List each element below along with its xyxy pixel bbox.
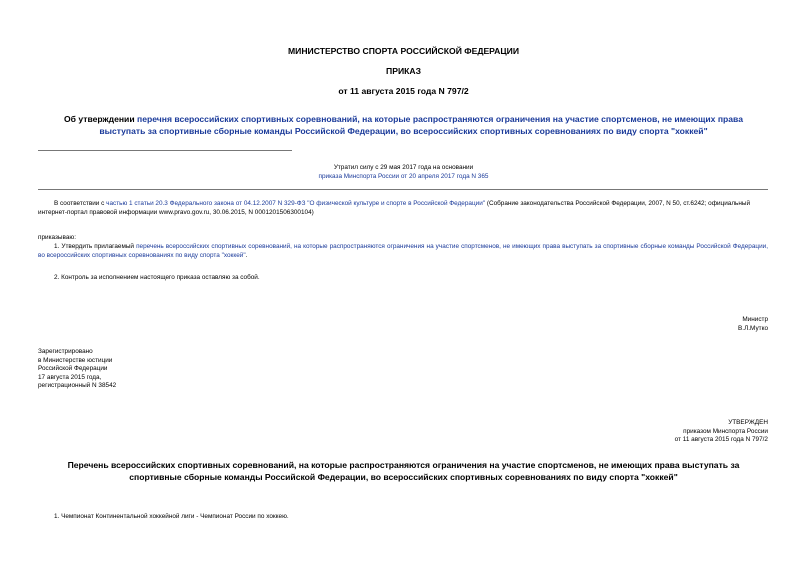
approval-line: приказом Минспорта России bbox=[683, 427, 768, 435]
approval-line: от 11 августа 2015 года N 797/2 bbox=[674, 436, 768, 444]
approval-line: УТВЕРЖДЕН bbox=[728, 419, 768, 426]
ministry-heading: МИНИСТЕРСТВО СПОРТА РОССИЙСКОЙ ФЕДЕРАЦИИ bbox=[287, 46, 519, 56]
signature-name: В.Л.Мутко bbox=[738, 324, 768, 332]
order-item-2: 2. Контроль за исполнением настоящего приказа оставляю за собой. bbox=[54, 274, 260, 281]
title-prefix: Об утверждении bbox=[63, 114, 138, 124]
registration-line: Зарегистрировано bbox=[38, 348, 93, 355]
document-type: ПРИКАЗ bbox=[386, 66, 421, 76]
separator-long bbox=[38, 189, 768, 190]
registration-line: 17 августа 2015 года, bbox=[38, 373, 102, 381]
registration-line: в Министерстве юстиции bbox=[38, 356, 113, 364]
document-title bbox=[44, 114, 763, 137]
approval-block bbox=[675, 419, 768, 445]
signature-block bbox=[738, 316, 768, 333]
status-line: Утратил силу с 29 мая 2017 года на основании bbox=[333, 164, 474, 171]
registration-block bbox=[38, 348, 116, 391]
status-link[interactable]: приказа Минспорта России от 20 апреля 2017 года N 365 bbox=[318, 172, 489, 180]
preamble bbox=[38, 200, 768, 217]
registration-line: Российской Федерации bbox=[38, 365, 108, 373]
title-link[interactable]: перечня всероссийских спортивных соревнований, на которые распространяются ограничения на участие спортсменов, не имеющих права выступать за спортивные сборные команды Российской Федерации, во всероссийских спортивных соревнованиях по виду спорта "хоккей" bbox=[99, 114, 743, 136]
status-note bbox=[0, 164, 807, 181]
list-item: 1. Чемпионат Континентальной хоккейной лиги - Чемпионат России по хоккею. bbox=[54, 513, 289, 520]
order-word: приказываю: bbox=[38, 234, 76, 241]
preamble-law-link[interactable]: частью 1 статьи 20.3 Федерального закона от 04.12.2007 N 329-ФЗ "О физической культуре и спорте в Российской Федерации" bbox=[106, 200, 486, 207]
list-title: Перечень всероссийских спортивных соревнований, на которые распространяются ограничения на участие спортсменов, не имеющих права выступать за спортивные сборные команды Российской Федерации, во всероссийских спортивных соревнованиях по виду спорта "хоккей" bbox=[67, 460, 740, 482]
signature-position: Министр bbox=[742, 316, 768, 323]
order-item-1 bbox=[38, 243, 768, 260]
item1-suffix: . bbox=[245, 251, 248, 259]
document-date-number: от 11 августа 2015 года N 797/2 bbox=[338, 86, 469, 96]
item1-list-link[interactable]: перечень всероссийских спортивных соревнований, на которые распространяются ограничения на участие спортсменов, не имеющих права выступать за спортивные сборные команды Российской Федерации, во всероссийских спортивных соревнованиях по виду спорта "хоккей" bbox=[38, 243, 768, 259]
preamble-prefix: В соответствии с bbox=[54, 200, 107, 207]
preamble-suffix: (Собрание законодательства Российской Федерации, 2007, N 50, ст.6242; официальный интернет-портал правовой информации www.pravo.gov.ru, 30.06.2015, N 0001201506300104) bbox=[38, 200, 751, 216]
item1-prefix: 1. Утвердить прилагаемый bbox=[54, 243, 137, 250]
separator-short bbox=[38, 150, 292, 151]
registration-line: регистрационный N 38542 bbox=[38, 382, 117, 390]
